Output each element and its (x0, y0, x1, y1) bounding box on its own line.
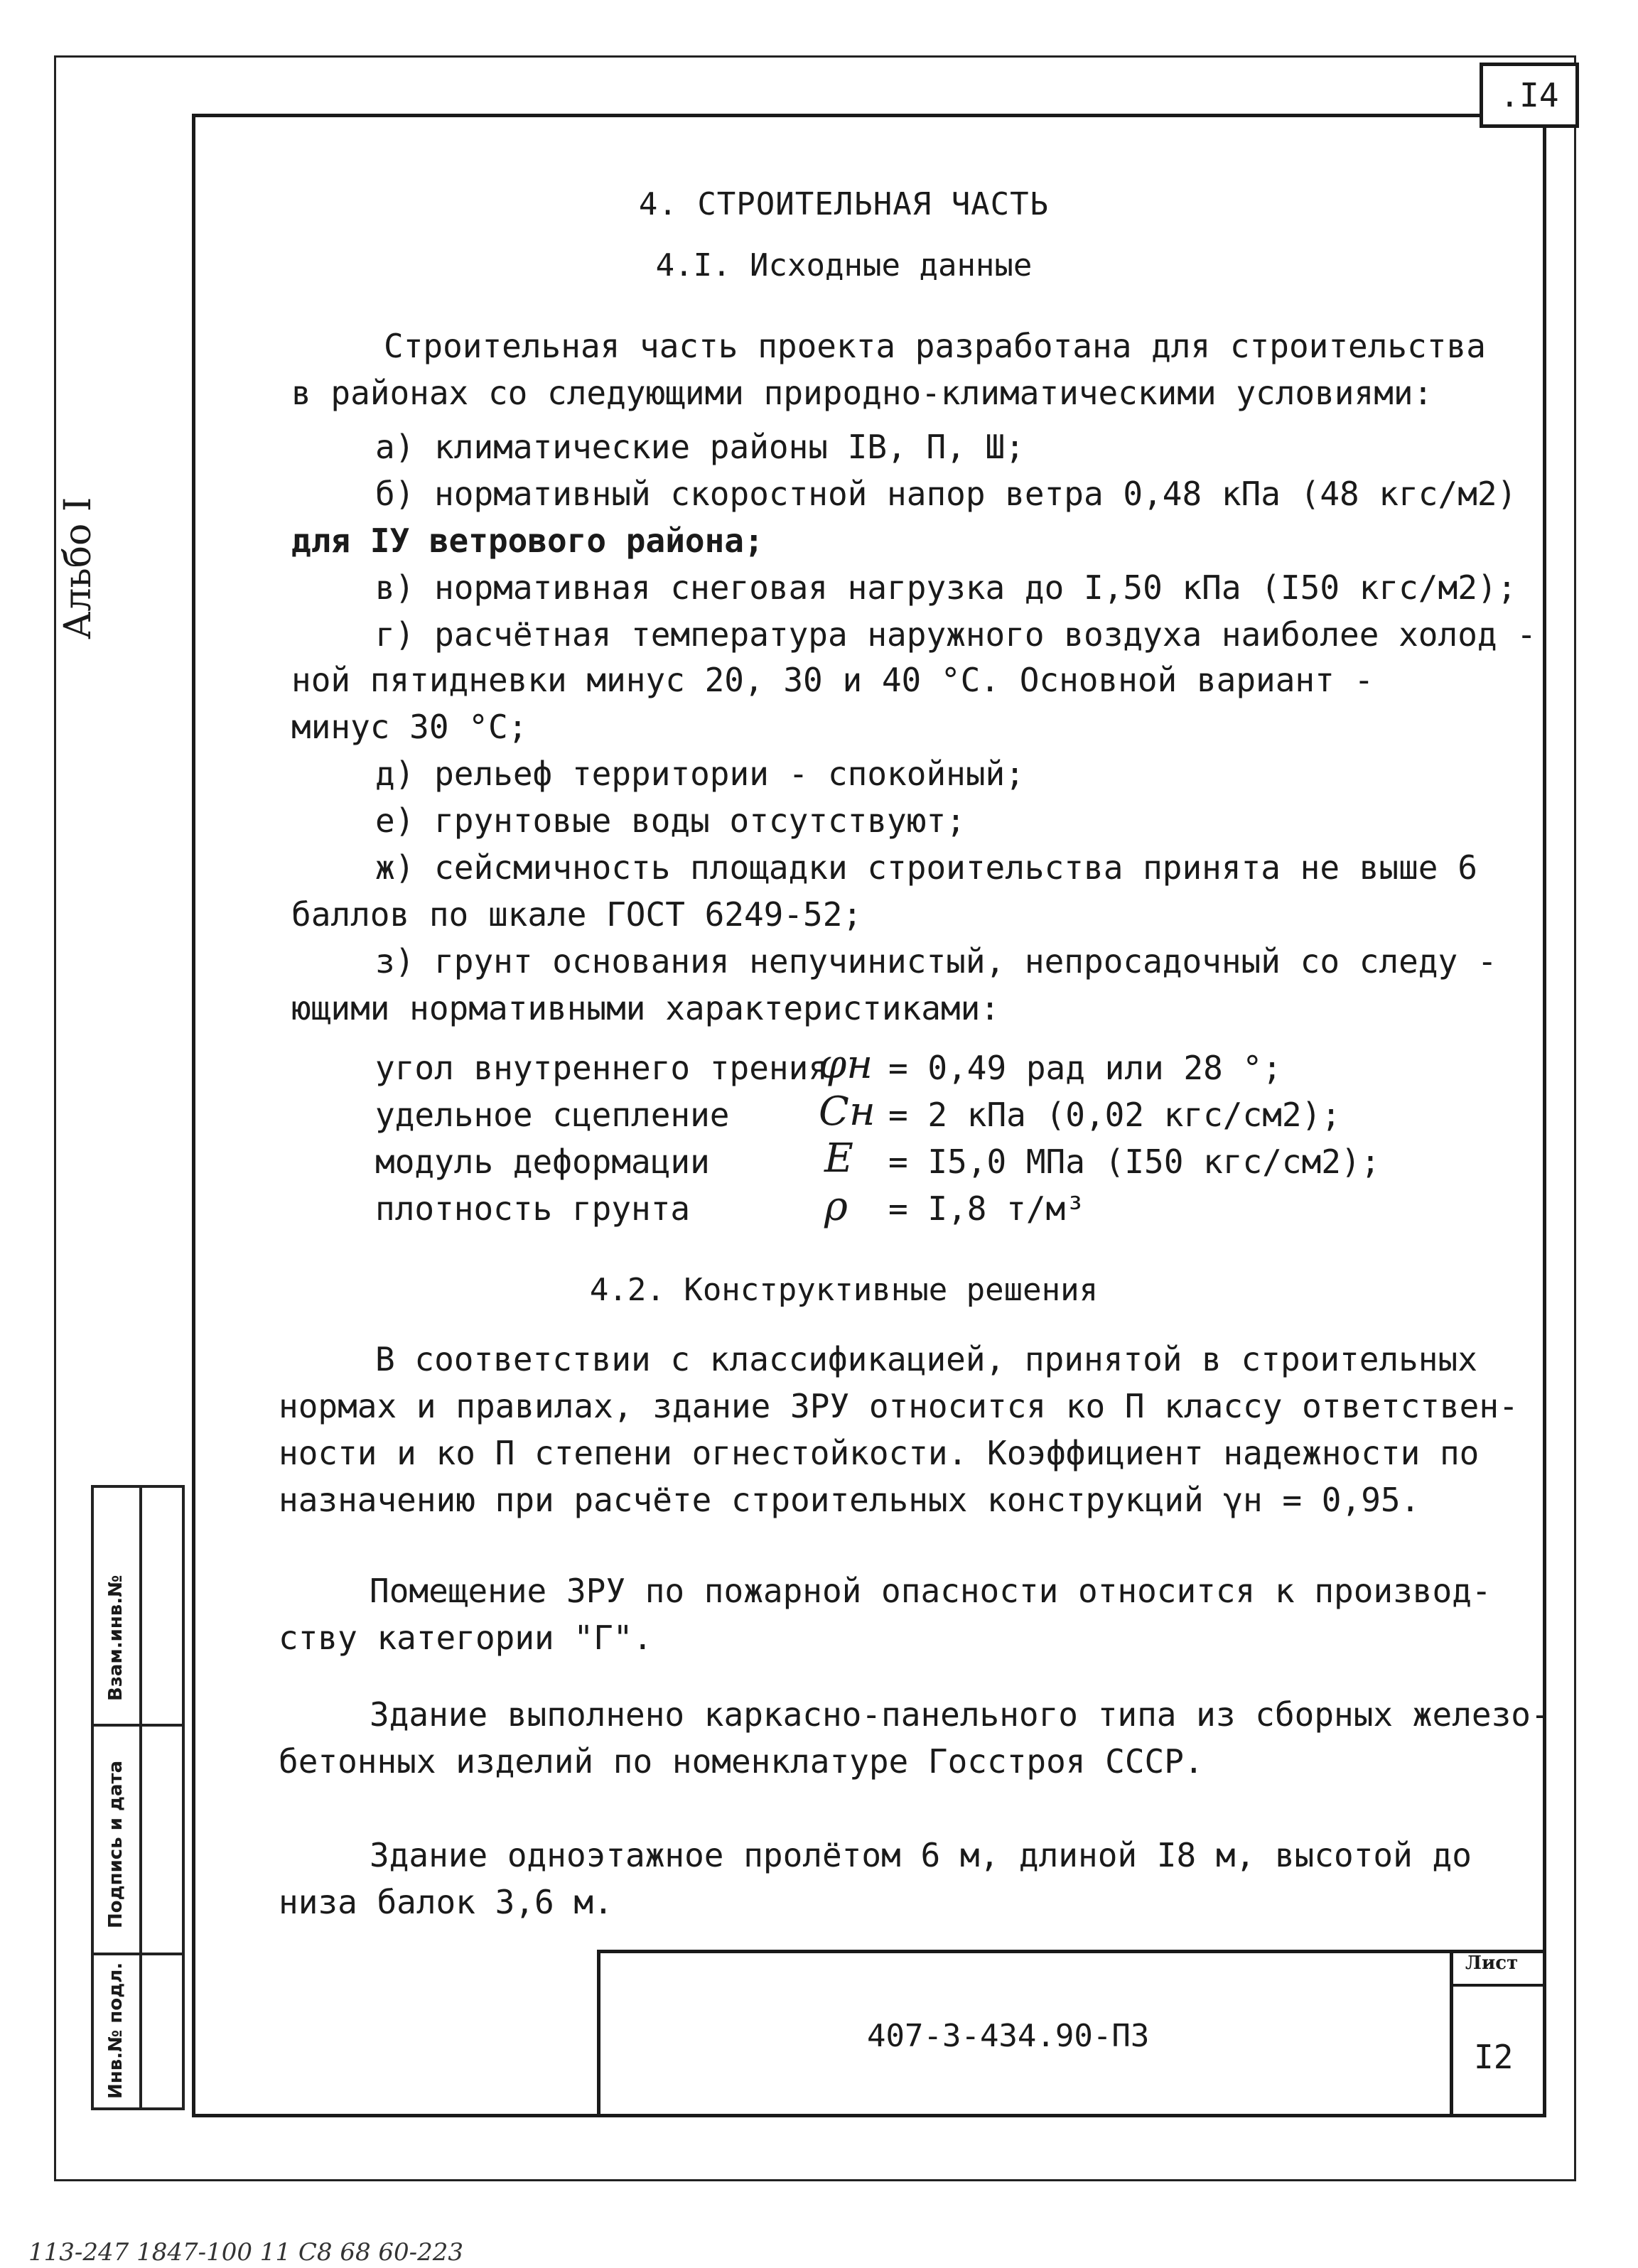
subsection-title-2: 4.2. Конструктивные решения (589, 1272, 1099, 1308)
param-value: = 0,49 рад или 28 °; (888, 1049, 1282, 1087)
param-symbol: ρ (824, 1184, 848, 1230)
param-name: удельное сцепление (375, 1096, 730, 1134)
condition-line: з) грунт основания непучинистый, непросадочный со следу - (375, 942, 1497, 981)
param-symbol: Сн (819, 1089, 875, 1135)
paragraph-line: Помещение ЗРУ по пожарной опасности относится к производ- (370, 1572, 1492, 1610)
param-value: = 2 кПа (0,02 кгс/см2); (888, 1096, 1341, 1134)
condition-line: для IУ ветрового района; (291, 522, 764, 560)
param-name: модуль деформации (375, 1143, 710, 1181)
condition-line: ж) сейсмичность площадки строительства принята не выше 6 (375, 848, 1477, 887)
side-label-vzam: Взам.инв.№ (105, 1575, 126, 1701)
paragraph-line: назначению при расчёте строительных конструкций γн = 0,95. (279, 1481, 1421, 1519)
paragraph-line: ности и ко П степени огнестойкости. Коэффициент надежности по (279, 1434, 1480, 1472)
side-stamp-divider (139, 1488, 142, 2107)
side-stamp (91, 1485, 185, 2110)
condition-line: г) расчётная температура наружного воздуха наиболее холод - (375, 615, 1536, 654)
document-code: 407-3-434.90-ПЗ (867, 2018, 1150, 2054)
condition-line: ющими нормативными характеристиками: (291, 989, 1000, 1027)
bottom-handwritten-note: 113-247 1847-100 11 С8 68 60-223 (28, 2238, 464, 2267)
param-symbol: Е (824, 1135, 853, 1182)
param-value: = I,8 т/м³ (888, 1189, 1085, 1228)
sheet-number: I2 (1474, 2038, 1514, 2076)
param-name: угол внутреннего трения (375, 1049, 828, 1087)
side-label-podpis: Подпись и дата (105, 1760, 126, 1928)
condition-line: б) нормативный скоростной напор ветра 0,48 кПа (48 кгс/м2) (375, 475, 1517, 513)
paragraph-line: В соответствии с классификацией, принятой в строительных (375, 1340, 1477, 1378)
condition-line: в) нормативная снеговая нагрузка до I,50 кПа (I50 кгс/м2); (375, 568, 1517, 607)
paragraph-line: бетонных изделий по номенклатуре Госстроя СССР. (279, 1742, 1204, 1781)
param-name: плотность грунта (375, 1189, 691, 1228)
condition-line: е) грунтовые воды отсутствуют; (375, 801, 966, 840)
page-number-corner (1480, 63, 1579, 128)
param-symbol: φн (819, 1042, 873, 1088)
album-label: Альбо I (57, 497, 99, 639)
intro-line: в районах со следующими природно-климатическими условиями: (291, 374, 1433, 412)
page-number-top: .I4 (1499, 76, 1559, 114)
sheet-box (1450, 1950, 1546, 2117)
paragraph-line: низа балок 3,6 м. (279, 1883, 613, 1921)
sheet-divider (1450, 1984, 1546, 1987)
condition-line: минус 30 °С; (291, 708, 528, 746)
condition-line: д) рельеф территории - спокойный; (375, 755, 1025, 793)
sheet-label: Лист (1465, 1953, 1519, 1974)
paragraph-line: Здание выполнено каркасно-панельного типа из сборных железо- (370, 1695, 1551, 1734)
param-value: = I5,0 МПа (I50 кгс/см2); (888, 1143, 1381, 1181)
subsection-title-1: 4.I. Исходные данные (655, 247, 1033, 284)
condition-line: баллов по шкале ГОСТ 6249-52; (291, 895, 863, 934)
paragraph-line: ству категории "Г". (279, 1619, 653, 1657)
condition-line: а) климатические районы IВ, П, Ш; (375, 428, 1025, 466)
paragraph-line: Здание одноэтажное пролётом 6 м, длиной I8 м, высотой до (370, 1836, 1472, 1874)
section-title: 4. СТРОИТЕЛЬНАЯ ЧАСТЬ (638, 186, 1050, 222)
side-label-inv: Инв.№ подл. (105, 1962, 126, 2099)
condition-line: ной пятидневки минус 20, 30 и 40 °С. Основной вариант - (291, 661, 1374, 699)
intro-line: Строительная часть проекта разработана для строительства (384, 327, 1486, 365)
paragraph-line: нормах и правилах, здание ЗРУ относится ко П классу ответствен- (279, 1387, 1519, 1425)
